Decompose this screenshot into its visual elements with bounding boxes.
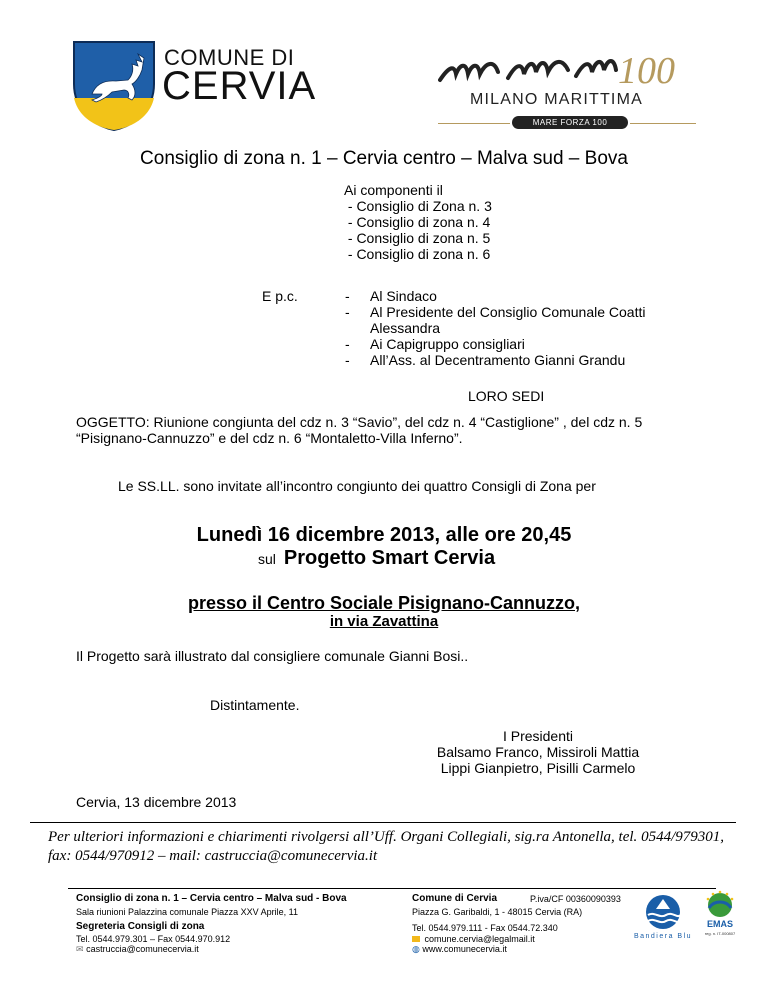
topic-prefix: sul xyxy=(258,551,276,567)
epc-list xyxy=(345,288,685,368)
gold-rule-right xyxy=(630,123,696,124)
epc-item xyxy=(345,304,685,320)
recipient-item: - Consiglio di zona n. 6 xyxy=(344,246,491,262)
footer-rule xyxy=(68,888,716,889)
signatures-title: I Presidenti xyxy=(502,728,574,744)
event-street: in via Zavattina xyxy=(329,613,439,630)
invitation-text: Le SS.LL. sono invitate all’incontro congiunto dei quattro Consigli di Zona per xyxy=(118,478,596,494)
event-topic xyxy=(258,547,495,570)
epc-item-text: Ai Capigruppo consigliari xyxy=(370,336,525,352)
topic-name: Progetto Smart Cervia xyxy=(283,547,496,569)
gold-rule-left xyxy=(438,123,510,124)
closing-salutation: Distintamente. xyxy=(210,697,300,713)
event-venue: presso il Centro Sociale Pisignano-Cannuzzo, xyxy=(187,593,581,613)
emas-label: EMAS xyxy=(706,919,733,929)
recipients-block xyxy=(344,182,492,262)
bandiera-blu-badge xyxy=(632,893,694,943)
bullet-dash: - xyxy=(345,288,350,304)
bandiera-blu-label: Bandiera Blu xyxy=(633,933,693,940)
milano-marittima-label: MILANO MARITTIMA xyxy=(470,91,643,108)
signatures-block xyxy=(408,728,668,776)
recipients-intro: Ai componenti il xyxy=(344,182,443,198)
footer-comune-web-row xyxy=(412,944,507,955)
footer-comune-address: Piazza G. Garibaldi, 1 - 48015 Cervia (RA) xyxy=(412,907,583,917)
envelope-icon: ✉ xyxy=(76,944,84,954)
bullet-dash: - xyxy=(345,336,350,352)
milano-marittima-logo xyxy=(438,50,700,130)
footer-office-phone: Tel. 0544.979.301 – Fax 0544.970.912 xyxy=(76,934,231,944)
emas-registration: reg. n. IT-000807 xyxy=(704,931,736,936)
epc-item-text: Alessandra xyxy=(370,320,441,336)
epc-item xyxy=(345,320,685,336)
footer-comune-phone: Tel. 0544.979.111 - Fax 0544.72.340 xyxy=(412,923,558,933)
place-and-date: Cervia, 13 dicembre 2013 xyxy=(76,794,237,810)
recipient-item: - Consiglio di zona n. 5 xyxy=(344,230,491,246)
emas-badge xyxy=(700,890,740,940)
motto-badge xyxy=(512,116,628,129)
presenter-note: Il Progetto sarà illustrato dal consigliere comunale Gianni Bosi.. xyxy=(76,648,469,664)
recipient-item: - Consiglio di Zona n. 3 xyxy=(344,198,492,214)
event-date: Lunedì 16 dicembre 2013, alle ore 20,45 xyxy=(196,524,572,546)
svg-text:100: 100 xyxy=(618,50,675,90)
footer-comune-pec: comune.cervia@legalmail.it xyxy=(424,934,535,944)
epc-label: E p.c. xyxy=(262,288,298,304)
subject-line: “Pisignano-Cannuzzo” e del cdz n. 6 “Montaletto-Villa Inferno”. xyxy=(76,430,463,446)
subject-line: OGGETTO: Riunione congiunta del cdz n. 3 “Savio”, del cdz n. 4 “Castiglione” , del cdz n. 5 xyxy=(76,414,643,430)
signature-line: Lippi Gianpietro, Pisilli Carmelo xyxy=(440,760,636,776)
epc-item-text: Al Sindaco xyxy=(370,288,437,304)
recipient-item: - Consiglio di zona n. 4 xyxy=(344,214,491,230)
footer-comune-web: www.comunecervia.it xyxy=(422,944,507,954)
document-title: Consiglio di zona n. 1 – Cervia centro – Malva sud – Bova xyxy=(140,148,628,169)
cervia-shield-emblem xyxy=(72,40,156,132)
comune-cervia-logo xyxy=(72,40,317,130)
footer-office-email-row xyxy=(76,944,199,955)
footer-comune-title: Comune di Cervia xyxy=(412,893,498,904)
contact-info-note: Per ulteriori informazioni e chiarimenti rivolgersi all’Uff. Organi Collegiali, sig.ra Antonella, tel. 0544/979301, fax: 0544/970912 – mail: castruccia@comunecervia.it xyxy=(48,829,724,864)
epc-item xyxy=(345,336,685,352)
footer-council-address: Sala riunioni Palazzina comunale Piazza XXV Aprile, 11 xyxy=(76,907,298,917)
comune-label: COMUNE DI xyxy=(164,45,295,70)
footer-office: Segreteria Consigli di zona xyxy=(76,921,205,932)
footer-office-email: castruccia@comunecervia.it xyxy=(86,944,199,954)
emas-stars-emblem xyxy=(700,890,740,918)
subject-block xyxy=(76,414,716,446)
mail-flag-icon xyxy=(412,936,420,942)
milano-100-wordmark xyxy=(438,50,700,90)
epc-item xyxy=(345,352,685,368)
cervia-label: CERVIA xyxy=(162,64,317,108)
footer-comune-vat: P.iva/CF 00360090393 xyxy=(530,894,621,904)
epc-item-text: Al Presidente del Consiglio Comunale Coatti xyxy=(370,304,646,320)
footer-council-title: Consiglio di zona n. 1 – Cervia centro – Malva sud - Bova xyxy=(76,893,347,904)
loro-sedi: LORO SEDI xyxy=(468,388,545,404)
bullet-dash xyxy=(345,320,370,336)
separator-line xyxy=(30,822,736,823)
signature-line: Balsamo Franco, Missiroli Mattia xyxy=(436,744,640,760)
bullet-dash: - xyxy=(345,304,350,320)
epc-item xyxy=(345,288,685,304)
epc-item-text: All’Ass. al Decentramento Gianni Grandu xyxy=(370,352,626,368)
globe-icon: ◍ xyxy=(412,944,420,954)
bullet-dash: - xyxy=(345,352,350,368)
bandiera-blu-emblem xyxy=(632,893,694,931)
motto-label: MARE FORZA 100 xyxy=(532,118,608,127)
